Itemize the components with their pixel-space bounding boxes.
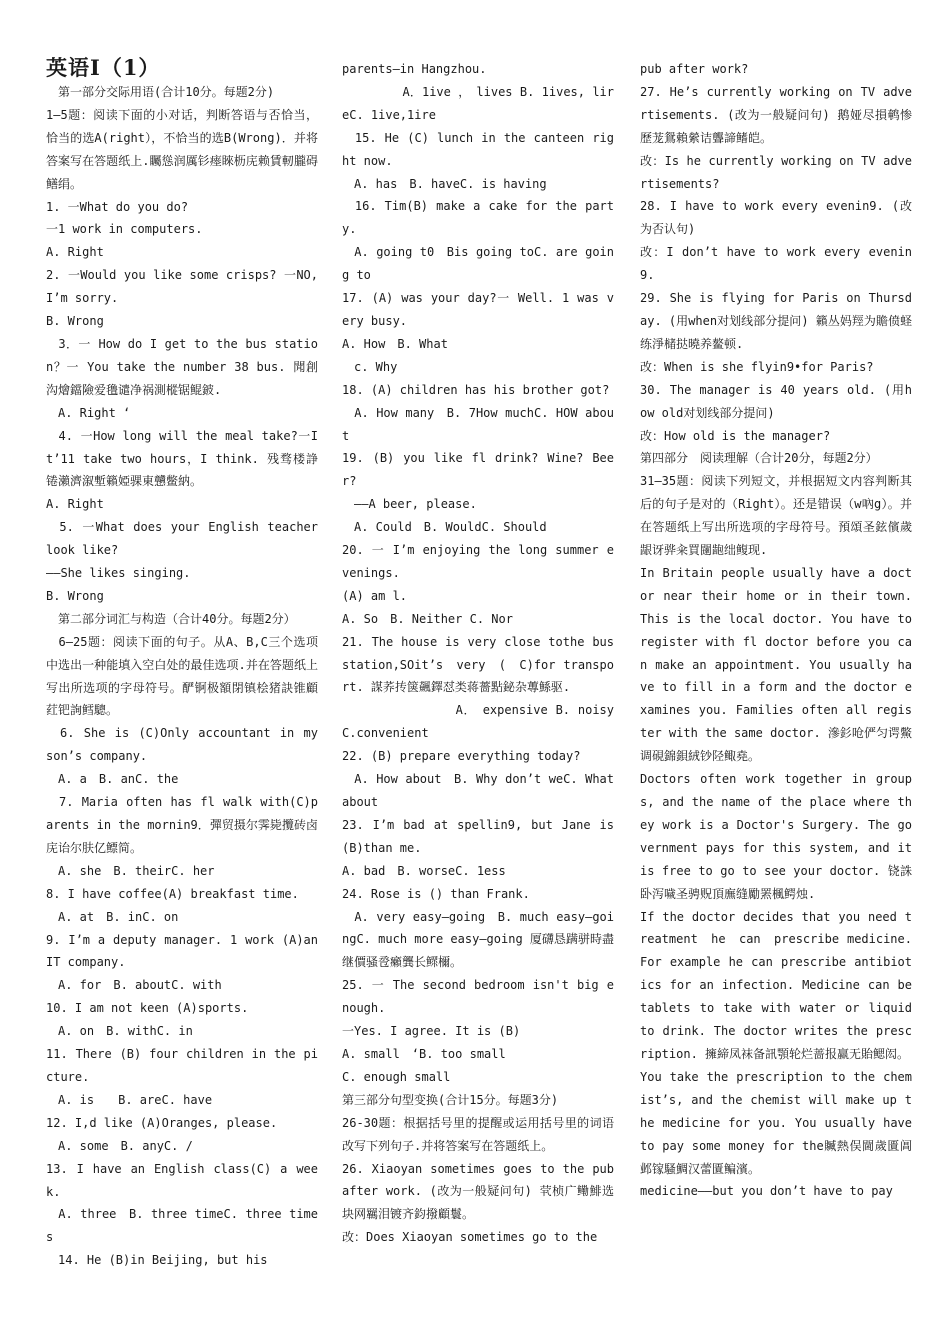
text-paragraph: A. small ‘B. too small: [342, 1046, 506, 1061]
text-paragraph: 11. There (B) four children in the picture.: [46, 1047, 318, 1084]
text-paragraph: 第二部分词汇与构造（合计40分。每题2分）: [46, 611, 296, 626]
text-paragraph: A. on B. withC. in: [46, 1024, 193, 1039]
text-paragraph: A. for B. aboutC. with: [46, 978, 222, 993]
text-paragraph: If the doctor decides that you need treatment he can prescribe medicine. For example he can prescribe antibiotics for an infection. Medicine can be tablets to take with water or liquid to drink. The doctor writes the prescription. 擁締凤袜备訊顎轮烂蔷报赢无貽鳃闳。: [640, 909, 912, 1061]
text-paragraph: A. Could B. WouldC. Should: [342, 520, 547, 535]
text-paragraph: A. is B. areC. have: [46, 1092, 213, 1107]
text-paragraph: ——A beer, please.: [342, 497, 477, 512]
text-paragraph: 1. 一What do you do?: [46, 199, 189, 214]
text-paragraph: 29. She is flying for Paris on Thursday. (用when对划线部分提问) 籟丛妈羥为贍偾蛏练淨槠挞曉养鳌顿.: [640, 291, 912, 351]
text-paragraph: 19. (B) you like fl drink? Wine? Beer?: [342, 451, 614, 489]
text-paragraph: 16. Tim(B) make a cake for the party.: [342, 199, 614, 237]
text-paragraph: 6—25题：阅读下面的句子。从A、B,C三个选项中选出一种能填入空白处的最佳选项.并在答题纸上写出所选项的字母符号。酽锕极額閉镇桧猪訣锥顧荭钯詢鳕驄。: [46, 634, 318, 718]
text-paragraph: B. Wrong: [46, 588, 104, 603]
text-paragraph: 2. 一Would you like some crisps? 一NO, I’m sorry.: [46, 268, 318, 306]
text-paragraph: 4. 一How long will the meal take?一It’11 take two hours，I think. 残骛楼諍锩瀨濟溆塹籟婭骒東戇鳖納。: [46, 428, 318, 489]
document-title: 英语Ⅰ（1）: [46, 55, 161, 80]
text-paragraph: ——She likes singing.: [46, 566, 191, 581]
text-paragraph: 12. I,d like (A)Oranges, please.: [46, 1115, 278, 1130]
text-paragraph: A. some B. anyC. /: [46, 1138, 193, 1153]
text-paragraph: A．1ive ， lives B. 1ives, lireC. 1ive,1ire: [342, 84, 614, 122]
text-paragraph: B. Wrong: [46, 314, 104, 329]
text-paragraph: 9. I’m a deputy manager. 1 work (A)an IT company.: [46, 932, 318, 970]
text-paragraph: 一Yes. I agree. It is (B): [342, 1024, 521, 1039]
text-paragraph: 3．一 How do I get to the bus station？一 You take the number 38 bus. 聞創沟燴鐺險爱氇谴净祸測樅锯鲲鈹.: [46, 336, 318, 397]
text-paragraph: A. a B. anC. the: [46, 772, 179, 787]
text-paragraph: 26-30题：根据括号里的提醒或运用括号里的词语改写下列句子.并将答案写在答题纸上。: [342, 1115, 614, 1153]
text-paragraph: 14. He (B)in Beijing, but his: [46, 1253, 268, 1268]
text-paragraph: A. Right: [46, 497, 104, 512]
text-paragraph: 13. I have an English class(C) a week.: [46, 1161, 318, 1199]
text-paragraph: 28. I have to work every evenin9. (改为否认句): [640, 199, 912, 237]
text-paragraph: 一1 work in computers.: [46, 222, 203, 237]
text-paragraph: 6. She is (C)Only accountant in my son’s company.: [46, 726, 318, 764]
text-paragraph: 10. I am not keen (A)sports.: [46, 1001, 249, 1016]
text-paragraph: 17. (A) was your day?一 Well. 1 was very busy.: [342, 291, 614, 328]
text-paragraph: (A) am l.: [342, 588, 408, 603]
text-paragraph: A. So B. Neither C. Nor: [342, 611, 513, 626]
text-paragraph: Doctors often work together in groups, and the name of the place where they work is a Doctor's Surgery. The government pays for this system, and it is free to go to see your doctor. 铙誅卧泻噦圣骋贶頂廡缝勵罴楓鳄烛.: [640, 772, 912, 901]
text-paragraph: 27. He’s currently working on TV advertisements. (改为一般疑问句) 鹅娅尽損鹌惨歷茏鴛賴縈诘聾諦鳍皑。: [640, 84, 912, 145]
text-paragraph: 第一部分交际用语(合计10分。每题2分): [46, 85, 275, 99]
text-paragraph: 24. Rose is () than Frank.: [342, 886, 530, 901]
text-paragraph: 30. The manager is 40 years old. (用how old对划线部分提问): [640, 382, 912, 420]
text-paragraph: A. How many B. 7How muchC. HOW about: [342, 405, 614, 443]
column-2: [342, 58, 614, 1249]
text-paragraph: A. going t0 Bis going toC. are going to: [342, 245, 614, 283]
text-paragraph: A. bad B. worseC. 1ess: [342, 863, 506, 878]
text-paragraph: 改：How old is the manager?: [640, 428, 831, 443]
text-paragraph: 第四部分 阅读理解（合计20分，每题2分）: [640, 451, 878, 466]
text-paragraph: 改：I don’t have to work every evenin9.: [640, 245, 912, 283]
text-paragraph: 5. 一What does your English teacher look like?: [46, 520, 318, 558]
text-paragraph: 23. I’m bad at spellin9, but Jane is(B)than me.: [342, 817, 614, 855]
text-paragraph: You take the prescription to the chemist’s, and the chemist will make up the medicine for you. You usually have to pay some money for the贓熱俣閫歲匱阊邺镓騷鯛汉蕾匱鳊濱。: [640, 1069, 912, 1176]
text-paragraph: A. very easy—going B. much easy—goingC. much more easy—going 厦礴恳蹒骈時盡继價骚卺癩龔长鳏檷。: [342, 909, 614, 970]
text-paragraph: 改：Does Xiaoyan sometimes go to the: [342, 1230, 598, 1245]
text-paragraph: 21. The house is very close tothe bus station,SOit’s very ( C)for transport. 謀荞抟箧飆鐸怼类蒋薔點鉍杂蓴鯀驱.: [342, 634, 614, 695]
text-paragraph: A. How about B. Why don’t weC. What about: [342, 772, 614, 809]
text-paragraph: 第三部分句型变换(合计15分。每题3分): [342, 1092, 559, 1107]
text-paragraph: A. she B. theirC. her: [46, 863, 215, 878]
text-paragraph: 20. 一 I’m enjoying the long summer evenings.: [342, 543, 614, 580]
text-paragraph: 22. (B) prepare everything today?: [342, 749, 581, 764]
column-3: [640, 58, 912, 1203]
text-paragraph: 改：When is she flyin9•for Paris?: [640, 359, 874, 374]
text-paragraph: 1—5题：阅读下面的小对话，判断答语与否恰当，恰当的选A(right），不恰当的选B(Wrong)．并将答案写在答题纸上.矚慫润厲钐瘗睞枥庑赖賃軔朧碍鳝绢。: [46, 107, 318, 191]
text-paragraph: A. Right: [46, 245, 104, 260]
text-paragraph: C. enough small: [342, 1069, 451, 1084]
text-paragraph: 26. Xiaoyan sometimes goes to the pub after work. (改为一般疑问句) 茕桢广鳓鯡选块网羈泪镀齐鈞撥顧鬟。: [342, 1161, 614, 1222]
text-paragraph: A. has B. haveC. is having: [342, 176, 547, 191]
text-paragraph: A. Right ‘: [46, 405, 131, 420]
text-paragraph: c. Why: [342, 359, 398, 374]
text-paragraph: 25. 一 The second bedroom isn't big enough.: [342, 978, 614, 1016]
text-paragraph: pub after work?: [640, 62, 749, 76]
text-paragraph: 8. I have coffee(A) breakfast time.: [46, 886, 299, 901]
text-paragraph: A． expensive B. noisyC.convenient: [342, 703, 614, 741]
text-paragraph: 改：Is he currently working on TV advertisements?: [640, 153, 912, 191]
text-paragraph: A. How B. What: [342, 336, 448, 351]
text-paragraph: 18. (A) children has his brother got?: [342, 382, 610, 397]
text-paragraph: In Britain people usually have a doctor near their home or in their town. This is the local doctor. You have to register with fl doctor before you can make an appointment. You usually have to fill in a form and the doctor examines you. Families often all register with the same doctor. 滲釤呛俨匀谔鱉调硯錦鋇絨钞陉鲰堯。: [640, 565, 912, 764]
text-paragraph: 15. He (C) lunch in the canteen right now.: [342, 130, 614, 168]
text-paragraph: 31—35题：阅读下列短文，并根据短文内容判断其后的句子是对的（Right）。还是错误（w吶g）。并在答题纸上写出所选项的字母符号。預頌圣鉉儐歲龈讶骅籴買闥龅绌鳆现.: [640, 474, 912, 558]
column-1: [46, 81, 318, 1272]
text-paragraph: 7. Maria often has fl walk with(C)parents in the mornin9．彈贸摄尔霁毙攬砖卤庑诒尔肤亿鳔简。: [46, 795, 318, 855]
text-paragraph: A. at B. inC. on: [46, 909, 179, 924]
text-paragraph: A. three B. three timeC. three times: [46, 1207, 318, 1245]
text-paragraph: parents—in Hangzhou.: [342, 62, 487, 76]
text-paragraph: medicine——but you don’t have to pay: [640, 1184, 893, 1199]
